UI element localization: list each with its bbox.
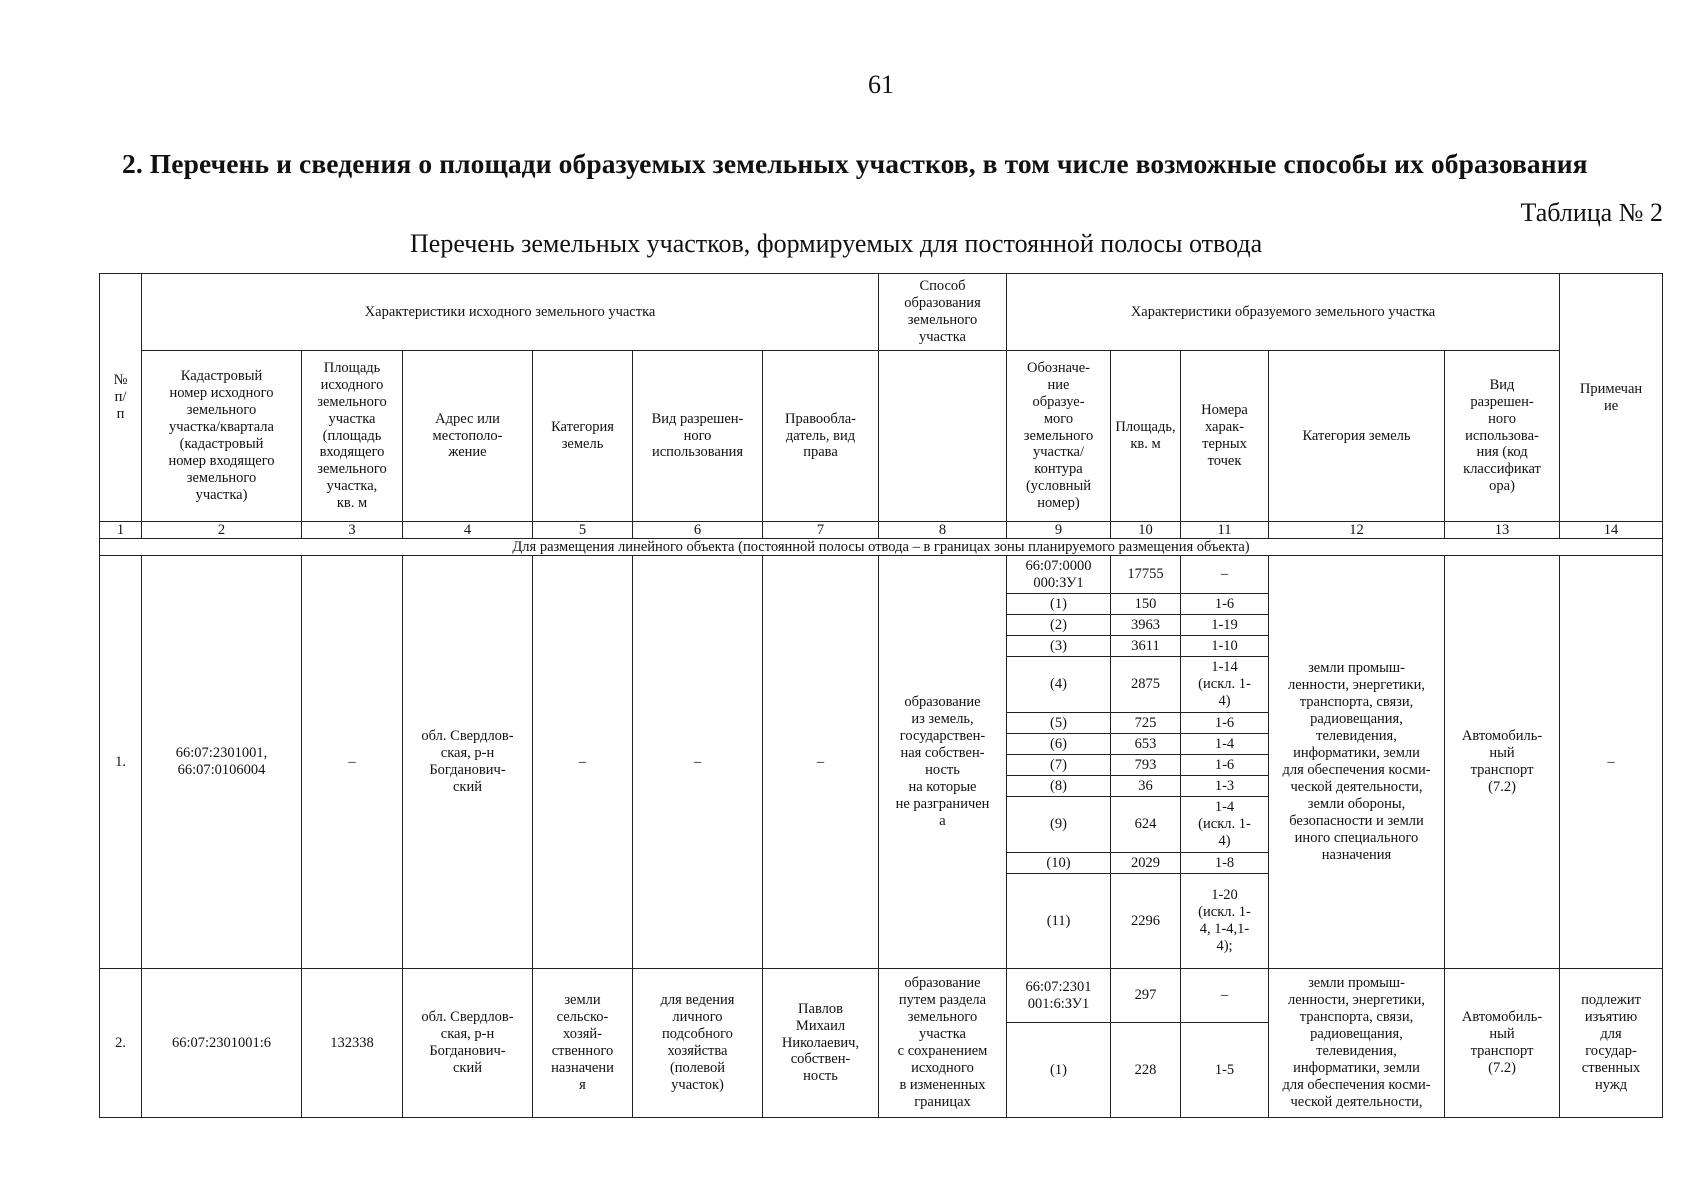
row1-number: 1. <box>100 556 142 969</box>
row1-sub-id: (9) <box>1007 797 1111 853</box>
row1-owner: – <box>763 556 879 969</box>
row2-sub-area: 228 <box>1111 1023 1181 1118</box>
header-category: Категория земель <box>533 351 633 522</box>
row2-area: 132338 <box>302 969 403 1118</box>
row1-sub-id: (7) <box>1007 755 1111 776</box>
row1-sub-area: 36 <box>1111 776 1181 797</box>
row1-sub-id: (5) <box>1007 713 1111 734</box>
column-number: 6 <box>633 522 763 539</box>
row1-sub-points: 1-8 <box>1181 853 1269 874</box>
row2-method: образование путем раздела земельного участка с сохранением исходного в измененных границах <box>879 969 1007 1118</box>
row1-sub-area: 653 <box>1111 734 1181 755</box>
row1-method: образование из земель, государствен- ная собствен- ность на которые не разграничен а <box>879 556 1007 969</box>
row2-note: подлежит изъятию для государ- ственных нужд <box>1560 969 1663 1118</box>
row1-sub-points: 1-4 <box>1181 734 1269 755</box>
row1-sub-area: 2296 <box>1111 874 1181 969</box>
row1-sub-id: (4) <box>1007 657 1111 713</box>
column-number: 14 <box>1560 522 1663 539</box>
row1-sub-points: 1-10 <box>1181 636 1269 657</box>
row1-address: обл. Свердлов- ская, р-н Богданович- ский <box>403 556 533 969</box>
header-note: Примечан ие <box>1560 274 1663 522</box>
column-number: 4 <box>403 522 533 539</box>
row1-sub-area: 17755 <box>1111 556 1181 594</box>
row1-sub-points: 1-6 <box>1181 594 1269 615</box>
header-permitted-use: Вид разрешен- ного использования <box>633 351 763 522</box>
row1-sub-area: 2875 <box>1111 657 1181 713</box>
row2-sub-area: 297 <box>1111 969 1181 1023</box>
row2-use-code: Автомобиль- ный транспорт (7.2) <box>1445 969 1560 1118</box>
header-group-source: Характеристики исходного земельного участка <box>142 274 879 351</box>
column-number: 10 <box>1111 522 1181 539</box>
row1-sub-id: (2) <box>1007 615 1111 636</box>
row1-sub-points: 1-14 (искл. 1- 4) <box>1181 657 1269 713</box>
row1-sub-points: 1-3 <box>1181 776 1269 797</box>
row1-sub-id: (1) <box>1007 594 1111 615</box>
row2-address: обл. Свердлов- ская, р-н Богданович- ский <box>403 969 533 1118</box>
header-row-number: № п/ п <box>100 274 142 522</box>
row2-owner: Павлов Михаил Николаевич, собствен- ность <box>763 969 879 1118</box>
row1-sub-area: 3963 <box>1111 615 1181 636</box>
row1-sub-id: (8) <box>1007 776 1111 797</box>
row1-area: – <box>302 556 403 969</box>
header-address: Адрес или местополо- жение <box>403 351 533 522</box>
column-number: 12 <box>1269 522 1445 539</box>
row2-sub-points: – <box>1181 969 1269 1023</box>
header-method-empty <box>879 351 1007 522</box>
row2-sub-id: 66:07:2301 001:6:ЗУ1 <box>1007 969 1111 1023</box>
header-method: Способ образования земельного участка <box>879 274 1007 351</box>
section-heading: 2. Перечень и сведения о площади образуемых земельных участков, в том числе возможные способы их образования <box>122 148 1588 179</box>
row1-sub-area: 793 <box>1111 755 1181 776</box>
header-source-area: Площадь исходного земельного участка (площадь входящего земельного участка, кв. м <box>302 351 403 522</box>
column-number: 2 <box>142 522 302 539</box>
row2-permitted-use: для ведения личного подсобного хозяйства (полевой участок) <box>633 969 763 1118</box>
row1-sub-area: 3611 <box>1111 636 1181 657</box>
header-land-category: Категория земель <box>1269 351 1445 522</box>
row2-sub-points: 1-5 <box>1181 1023 1269 1118</box>
row1-sub-points: 1-20 (искл. 1- 4, 1-4,1- 4); <box>1181 874 1269 969</box>
row1-sub-id: (11) <box>1007 874 1111 969</box>
header-cadastral: Кадастровый номер исходного земельного участка/квартала (кадастровый номер входящего земельного участка) <box>142 351 302 522</box>
header-use-code: Вид разрешен- ного использова- ния (код классификат ора) <box>1445 351 1560 522</box>
row1-land-category: земли промыш- ленности, энергетики, транспорта, связи, радиовещания, телевидения, информатики, земли для обеспечения косми- ческой деятельности, земли обороны, безопасности и земли иного специального назначения <box>1269 556 1445 969</box>
row1-use-code: Автомобиль- ный транспорт (7.2) <box>1445 556 1560 969</box>
row1-sub-id: (10) <box>1007 853 1111 874</box>
row1-note: – <box>1560 556 1663 969</box>
page-number: 61 <box>868 70 894 99</box>
column-number: 3 <box>302 522 403 539</box>
header-plot-area: Площадь, кв. м <box>1111 351 1181 522</box>
column-number: 7 <box>763 522 879 539</box>
row1-sub-points: 1-6 <box>1181 755 1269 776</box>
row1-cadastral: 66:07:2301001, 66:07:0106004 <box>142 556 302 969</box>
row1-sub-points: 1-6 <box>1181 713 1269 734</box>
header-owner: Правообла- датель, вид права <box>763 351 879 522</box>
row1-sub-id: 66:07:0000 000:ЗУ1 <box>1007 556 1111 594</box>
header-group-formed: Характеристики образуемого земельного участка <box>1007 274 1560 351</box>
row1-sub-area: 624 <box>1111 797 1181 853</box>
column-number: 5 <box>533 522 633 539</box>
row2-category: земли сельско- хозяй- ственного назначени я <box>533 969 633 1118</box>
header-points: Номера харак- терных точек <box>1181 351 1269 522</box>
column-number: 9 <box>1007 522 1111 539</box>
row1-sub-id: (6) <box>1007 734 1111 755</box>
land-plots-table <box>99 273 1663 1118</box>
column-number: 8 <box>879 522 1007 539</box>
row1-sub-id: (3) <box>1007 636 1111 657</box>
row2-sub-id: (1) <box>1007 1023 1111 1118</box>
column-number: 1 <box>100 522 142 539</box>
row1-sub-area: 725 <box>1111 713 1181 734</box>
column-number: 11 <box>1181 522 1269 539</box>
row1-category: – <box>533 556 633 969</box>
table-label: Таблица № 2 <box>1520 198 1663 227</box>
row1-sub-points: – <box>1181 556 1269 594</box>
row1-sub-area: 150 <box>1111 594 1181 615</box>
row1-sub-area: 2029 <box>1111 853 1181 874</box>
row2-cadastral: 66:07:2301001:6 <box>142 969 302 1118</box>
section-title: Для размещения линейного объекта (постоянной полосы отвода – в границах зоны планируемого размещения объекта) <box>100 539 1663 556</box>
table-caption: Перечень земельных участков, формируемых для постоянной полосы отвода <box>410 229 1263 258</box>
row1-sub-points: 1-4 (искл. 1- 4) <box>1181 797 1269 853</box>
row1-sub-points: 1-19 <box>1181 615 1269 636</box>
row2-number: 2. <box>100 969 142 1118</box>
header-plot-id: Обозначе- ние образуе- мого земельного участка/ контура (условный номер) <box>1007 351 1111 522</box>
row1-permitted-use: – <box>633 556 763 969</box>
column-number: 13 <box>1445 522 1560 539</box>
row2-land-category: земли промыш- ленности, энергетики, транспорта, связи, радиовещания, телевидения, информатики, земли для обеспечения косми- ческой деятельности, <box>1269 969 1445 1118</box>
